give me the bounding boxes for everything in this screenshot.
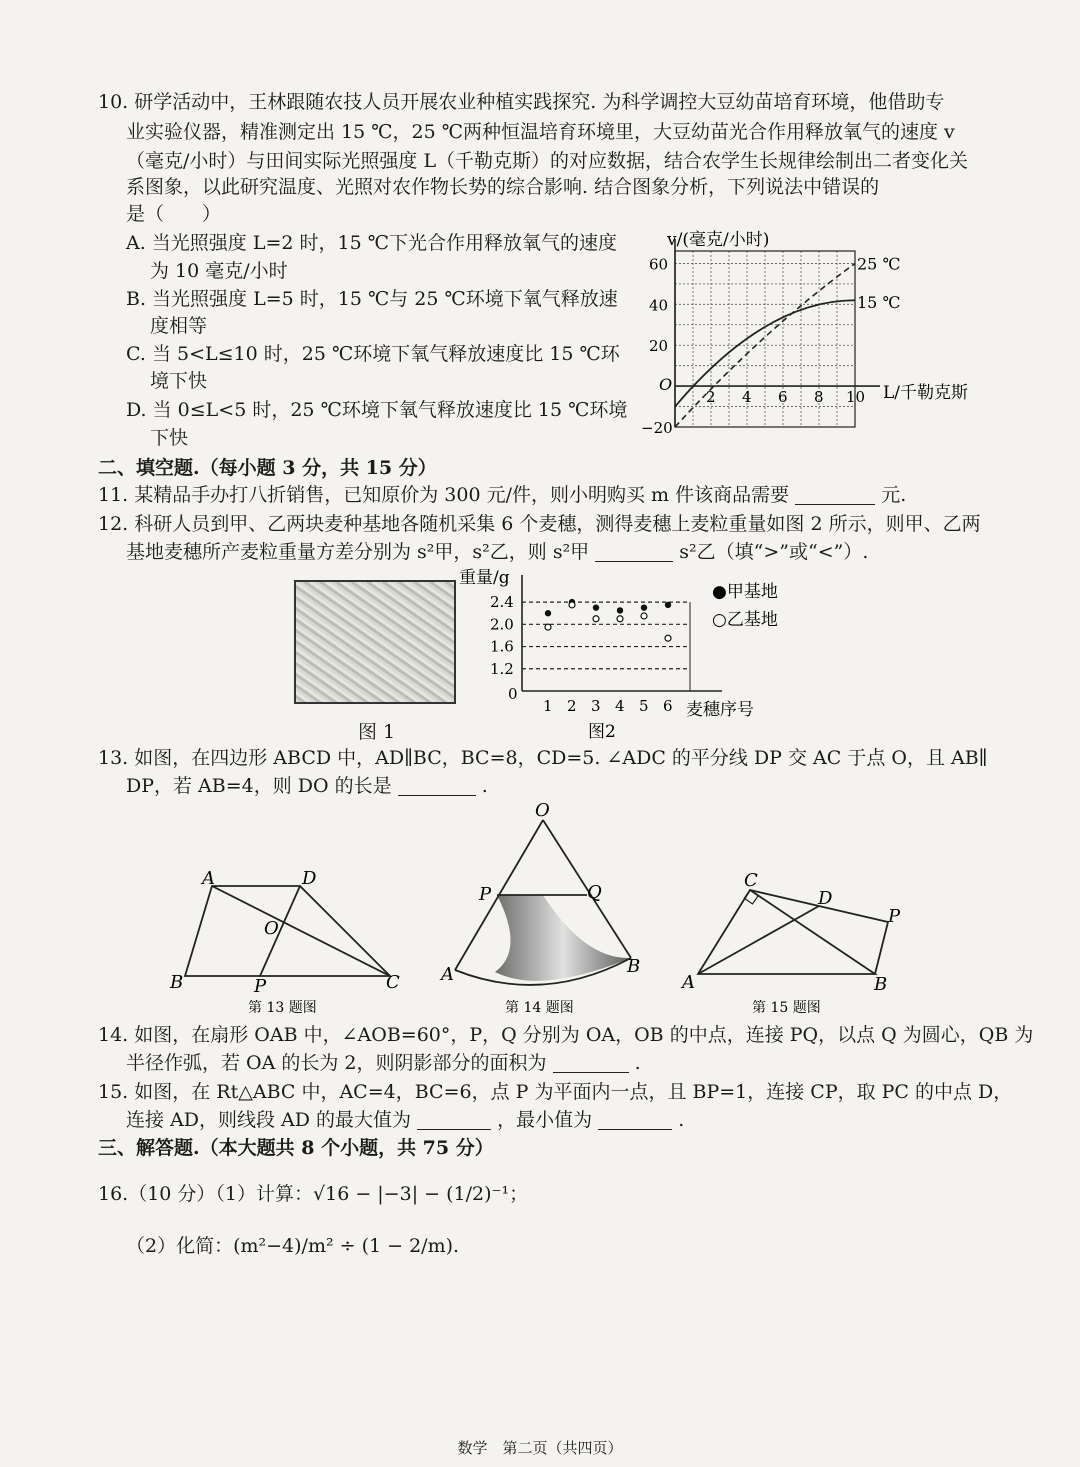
q10-option-b-cont: 度相等 <box>150 315 208 337</box>
q10-option-c: C. 当 5<L≤10 时，25 ℃环境下氧气释放速度比 15 ℃环 <box>126 343 620 365</box>
label-c: C <box>744 870 758 891</box>
point-yi <box>641 613 647 619</box>
q10-option-c-cont: 境下快 <box>150 370 208 392</box>
q15-line-1: 15. 如图，在 Rt△ABC 中，AC=4，BC=6，点 P 为平面内一点，且 BP=1，连接 CP，取 PC 的中点 D， <box>98 1081 1013 1103</box>
q15-text: 连接 AD，则线段 AD 的最大值为 <box>126 1109 412 1131</box>
q14-tail: . <box>634 1052 641 1074</box>
x-tick-label: 2 <box>567 697 577 715</box>
q16-part-1: 16.（10 分）（1）计算：√16 − |−3| − (1/2)⁻¹； <box>98 1183 529 1205</box>
label-b: B <box>170 972 184 993</box>
y-tick-label: 2.4 <box>490 593 514 612</box>
chart-title: 图2 <box>588 722 616 742</box>
label-b: B <box>874 974 888 995</box>
q15-line-2 <box>126 1106 684 1134</box>
oxygen-rate-chart <box>630 225 1000 440</box>
wheat-photo <box>294 580 456 704</box>
q12-text: 基地麦穗所产麦粒重量方差分别为 s²甲，s²乙，则 s²甲 <box>126 541 590 563</box>
point-yi <box>545 624 551 630</box>
fig1-label: 图 1 <box>358 721 396 743</box>
origin-label: O <box>659 375 673 395</box>
series-25c-label: 25 ℃ <box>857 254 901 274</box>
legend-yi: ○乙基地 <box>712 610 778 630</box>
q15-tail: . <box>678 1109 685 1131</box>
diagonal-ac <box>212 886 390 976</box>
q10-line-5: 是（ ） <box>126 203 222 225</box>
x-axis-label: 麦穗序号 <box>686 700 754 720</box>
q14-text: 半径作弧，若 OA 的长为 2，则阴影部分的面积为 <box>126 1052 547 1074</box>
figure-13 <box>160 860 420 1020</box>
q13-text: DP，若 AB=4，则 DO 的长是 <box>126 775 392 797</box>
wheat-weight-chart <box>455 563 795 743</box>
q13-answer-blank[interactable] <box>398 775 476 796</box>
y-tick-label: 20 <box>649 337 669 356</box>
legend-jia: ●甲基地 <box>712 582 778 602</box>
section3-title: 三、解答题.（本大题共 8 个小题，共 75 分） <box>98 1137 494 1159</box>
q15-max-blank[interactable] <box>417 1109 491 1130</box>
y-tick-label: 40 <box>649 296 669 315</box>
fig14-caption: 第 14 题图 <box>505 1000 574 1016</box>
q12-answer-blank[interactable] <box>595 541 673 562</box>
x-tick-label: 6 <box>663 697 673 715</box>
fig13-caption: 第 13 题图 <box>248 1000 317 1016</box>
y-tick-label: 60 <box>649 255 669 274</box>
label-p: P <box>479 884 492 905</box>
q12-line-2 <box>126 538 868 566</box>
x-axis-label: L/千勒克斯 <box>883 383 969 404</box>
q15-min-blank[interactable] <box>598 1109 672 1130</box>
q10-line-4: 系图象，以此研究温度、光照对农作物长势的综合影响. 结合图象分析，下列说法中错误的 <box>126 176 880 198</box>
q10-line-3: （毫克/小时）与田间实际光照强度 L（千勒克斯）的对应数据，结合农学生长规律绘制出二者变化关 <box>126 150 969 172</box>
quadrilateral-abcd <box>185 886 390 976</box>
q14-answer-blank[interactable] <box>553 1052 629 1073</box>
label-p: P <box>254 976 267 997</box>
segment-ad <box>698 906 819 974</box>
q13-tail: . <box>481 775 488 797</box>
y-tick-label: 1.6 <box>490 637 514 656</box>
point-yi <box>569 602 575 608</box>
q13-line-2 <box>126 772 488 800</box>
q10-option-d-cont: 下快 <box>150 427 189 449</box>
label-q: Q <box>587 882 602 903</box>
fig15-caption: 第 15 题图 <box>752 1000 821 1016</box>
q11 <box>98 481 906 509</box>
label-p: P <box>888 906 901 927</box>
point-yi <box>665 635 671 641</box>
point-jia <box>593 604 599 610</box>
label-a: A <box>682 972 695 993</box>
label-c: C <box>386 972 400 993</box>
label-d: D <box>302 868 317 889</box>
label-a: A <box>441 964 454 985</box>
q16-part-2: （2）化简：(m²−4)/m² ÷ (1 − 2/m). <box>126 1235 460 1257</box>
q15-mid: ，最小值为 <box>497 1109 593 1131</box>
segment-bp <box>875 922 888 974</box>
section2-title: 二、填空题.（每小题 3 分，共 15 分） <box>98 457 437 479</box>
point-jia <box>545 610 551 616</box>
x-tick-label: 4 <box>742 388 752 407</box>
label-a: A <box>202 868 215 889</box>
q10-option-b: B. 当光照强度 L=5 时，15 ℃与 25 ℃环境下氧气释放速 <box>126 288 618 310</box>
q10-line-1: 10. 研学活动中，王林跟随农技人员开展农业种植实践探究. 为科学调控大豆幼苗培育环境，他借助专 <box>98 91 945 113</box>
q11-answer-blank[interactable] <box>795 484 875 505</box>
point-jia <box>617 607 623 613</box>
q14-line-2 <box>126 1049 641 1077</box>
triangle-abc <box>698 890 875 974</box>
y-axis-label: v/(毫克/小时) <box>667 230 770 250</box>
x-tick-label: 8 <box>814 388 824 407</box>
q11-text: 11. 某精品手办打八折销售，已知原价为 300 元/件，则小明购买 m 件该商品需要 <box>98 484 790 506</box>
y-axis-label: 重量/g <box>459 568 510 588</box>
label-o: O <box>264 918 279 939</box>
figure-14 <box>435 800 655 1020</box>
x-tick-label: 6 <box>778 388 788 407</box>
x-tick-label: 4 <box>615 697 625 715</box>
x-tick-label: 2 <box>706 388 716 407</box>
y-tick-label: 1.2 <box>490 659 514 678</box>
label-d: D <box>818 888 833 909</box>
y-tick-label: −20 <box>641 419 673 437</box>
series-15c-label: 15 ℃ <box>857 293 901 313</box>
q14-line-1: 14. 如图，在扇形 OAB 中，∠AOB=60°，P，Q 分别为 OA，OB 的中点，连接 PQ，以点 Q 为圆心，QB 为 <box>98 1024 1034 1046</box>
x-tick-label: 1 <box>543 697 553 715</box>
point-yi <box>593 616 599 622</box>
point-jia <box>641 604 647 610</box>
page-footer: 数学 第二页（共四页） <box>457 1439 623 1457</box>
q10-option-a-cont: 为 10 毫克/小时 <box>150 260 288 282</box>
label-b: B <box>627 956 641 977</box>
q12-tail: s²乙（填“>”或“<”）. <box>679 541 869 563</box>
q10-line-2: 业实验仪器，精准测定出 15 ℃，25 ℃两种恒温培育环境里，大豆幼苗光合作用释放氧气的速度 v <box>126 121 955 143</box>
point-yi <box>617 616 623 622</box>
q10-option-a: A. 当光照强度 L=2 时，15 ℃下光合作用释放氧气的速度 <box>126 232 617 254</box>
origin-label: 0 <box>508 685 518 703</box>
x-tick-label: 5 <box>639 697 649 715</box>
q12-line-1: 12. 科研人员到甲、乙两块麦种基地各随机采集 6 个麦穗，测得麦穗上麦粒重量如图 2 所示，则甲、乙两 <box>98 513 981 535</box>
y-tick-label: 2.0 <box>490 615 514 634</box>
q10-option-d: D. 当 0≤L<5 时，25 ℃环境下氧气释放速度比 15 ℃环境 <box>126 399 628 421</box>
q13-line-1: 13. 如图，在四边形 ABCD 中，AD∥BC，BC=8，CD=5. ∠ADC 的平分线 DP 交 AC 于点 O，且 AB∥ <box>98 747 988 769</box>
q11-tail: 元. <box>881 484 907 506</box>
x-tick-label: 10 <box>846 388 866 407</box>
label-o: O <box>535 800 550 821</box>
x-tick-label: 3 <box>591 697 601 715</box>
figure-15 <box>680 860 920 1020</box>
point-jia <box>665 602 671 608</box>
